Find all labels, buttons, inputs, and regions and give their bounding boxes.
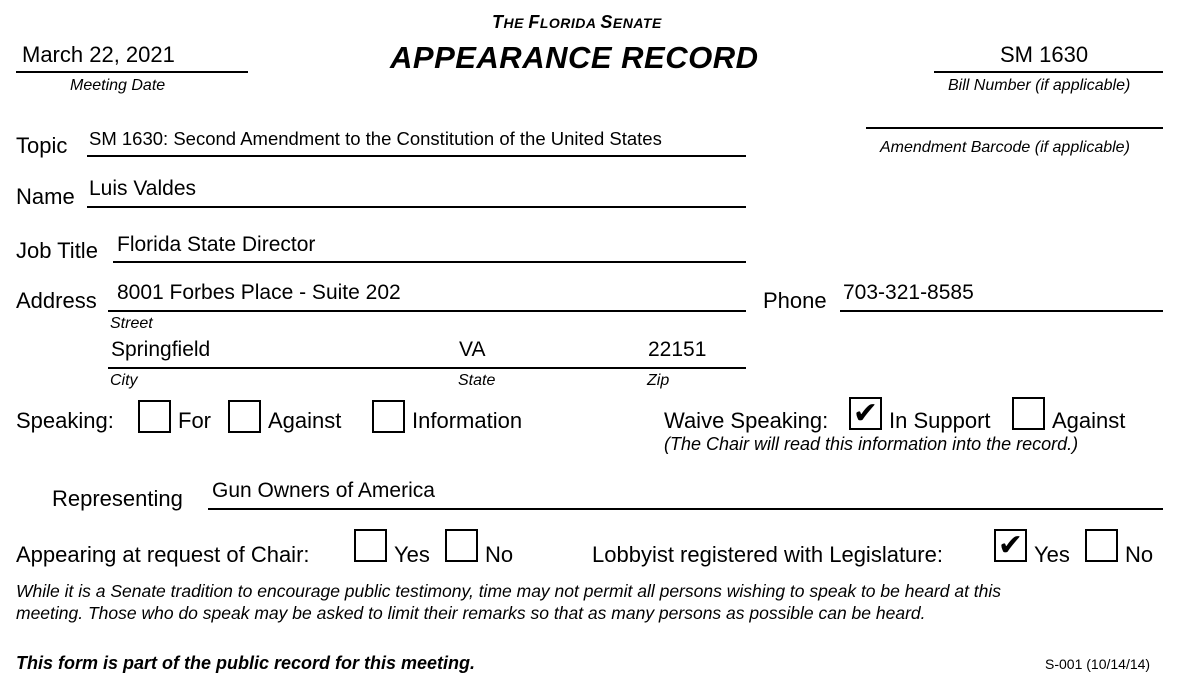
name-value[interactable]: Luis Valdes (89, 177, 197, 200)
speaking-for-label: For (178, 408, 211, 433)
senate-heading: THE FLORIDA SENATE (492, 12, 662, 32)
amendment-barcode-label: Amendment Barcode (if applicable) (880, 139, 1130, 156)
chair-yes-label: Yes (394, 542, 430, 567)
name-label: Name (16, 184, 75, 209)
lobbyist-no-label: No (1125, 542, 1154, 567)
name-line (87, 206, 746, 208)
waive-in-support-label: In Support (889, 408, 991, 433)
state-label: State (458, 372, 496, 389)
bill-number-value[interactable]: SM 1630 (1000, 42, 1089, 67)
waive-speaking-label: Waive Speaking: (664, 408, 829, 433)
chair-yes-checkbox[interactable] (354, 529, 387, 562)
job-title-label: Job Title (16, 238, 98, 263)
city-label: City (110, 372, 138, 389)
job-title-line (113, 261, 746, 263)
topic-label: Topic (16, 133, 68, 158)
bill-number-line (934, 71, 1163, 73)
city-value[interactable]: Springfield (111, 338, 211, 361)
waive-against-checkbox[interactable] (1012, 397, 1045, 430)
job-title-value[interactable]: Florida State Director (117, 233, 316, 256)
street-label: Street (110, 315, 153, 332)
phone-value[interactable]: 703-321-8585 (843, 281, 974, 304)
address-label: Address (16, 288, 97, 313)
street-value[interactable]: 8001 Forbes Place - Suite 202 (117, 281, 401, 304)
lobbyist-yes-checkbox[interactable]: ✔ (994, 529, 1027, 562)
lobbyist-yes-label: Yes (1034, 542, 1070, 567)
representing-value[interactable]: Gun Owners of America (212, 479, 435, 502)
public-record-notice: This form is part of the public record for this meeting. (16, 653, 476, 673)
zip-label: Zip (647, 372, 670, 389)
speaking-for-checkbox[interactable] (138, 400, 171, 433)
phone-line (840, 310, 1163, 312)
representing-label: Representing (52, 486, 183, 511)
meeting-date-label: Meeting Date (70, 77, 166, 94)
form-title: APPEARANCE RECORD (390, 40, 759, 75)
meeting-date-value[interactable]: March 22, 2021 (22, 42, 175, 67)
meeting-date-line (16, 71, 248, 73)
chair-no-checkbox[interactable] (445, 529, 478, 562)
speaking-label: Speaking: (16, 408, 114, 433)
topic-value[interactable]: SM 1630: Second Amendment to the Constitution of the United States (89, 128, 662, 149)
zip-value[interactable]: 22151 (648, 338, 707, 361)
lobbyist-label: Lobbyist registered with Legislature: (592, 542, 943, 567)
phone-label: Phone (763, 288, 827, 313)
chair-request-label: Appearing at request of Chair: (16, 542, 310, 567)
representing-line (208, 508, 1163, 510)
bill-number-label: Bill Number (if applicable) (948, 77, 1131, 94)
speaking-against-checkbox[interactable] (228, 400, 261, 433)
chair-no-label: No (485, 542, 514, 567)
speaking-against-label: Against (268, 408, 342, 433)
waive-against-label: Against (1052, 408, 1126, 433)
speaking-information-label: Information (412, 408, 523, 433)
lobbyist-no-checkbox[interactable] (1085, 529, 1118, 562)
amendment-barcode-line[interactable] (866, 127, 1163, 129)
city-state-zip-line (108, 367, 746, 369)
topic-line (87, 155, 746, 157)
testimony-notice-line-1: While it is a Senate tradition to encourage public testimony, time may not permit all persons wishing to speak to be heard at this (16, 581, 1002, 601)
speaking-information-checkbox[interactable] (372, 400, 405, 433)
waive-in-support-checkbox[interactable]: ✔ (849, 397, 882, 430)
testimony-notice-line-2: meeting. Those who do speak may be asked to limit their remarks so that as many persons as possible can be heard. (16, 603, 926, 623)
form-code: S-001 (10/14/14) (1045, 656, 1151, 672)
street-line (108, 310, 746, 312)
waive-note: (The Chair will read this information into the record.) (664, 434, 1079, 454)
state-value[interactable]: VA (459, 338, 486, 361)
